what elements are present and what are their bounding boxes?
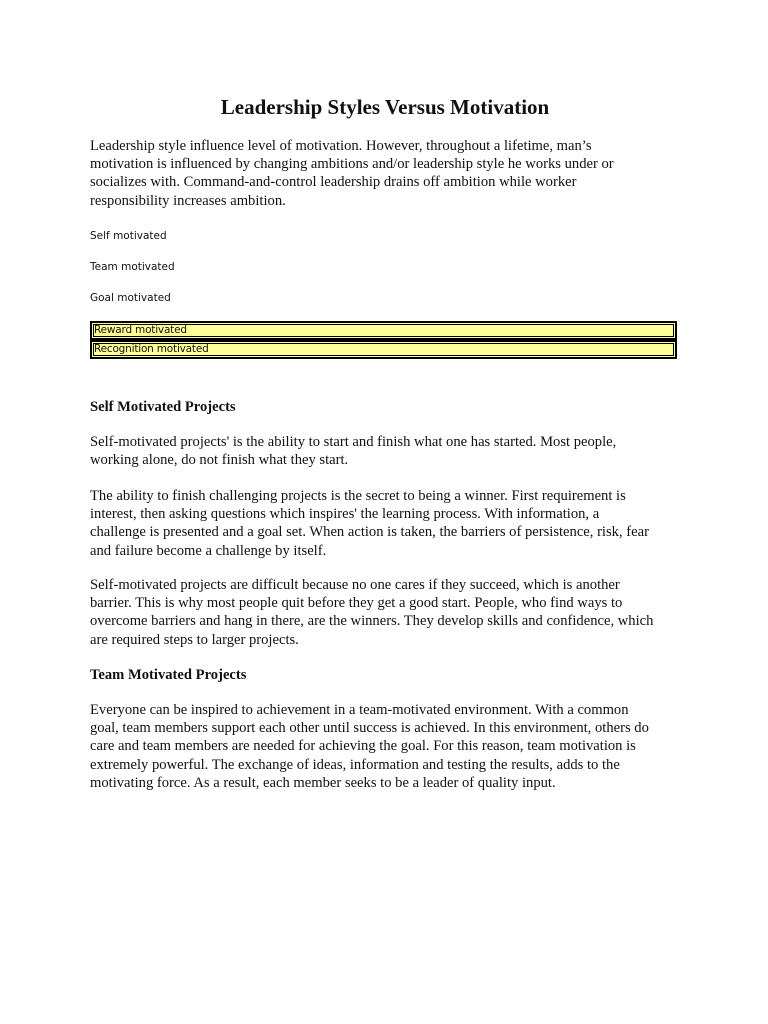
text-line: Leadership style influence level of motivation. However, throughout a lifetime, man’s [90,138,592,154]
text-line: The ability to finish challenging projects is the secret to being a winner. First requirement is [90,488,626,504]
section-heading-self: Self Motivated Projects [90,399,236,415]
text-line: interest, then asking questions which inspires' the learning process. With information, a [90,506,600,523]
highlight-row-reward [90,321,677,340]
text-line: overcome barriers and hang in there, are the winners. They develop skills and confidence, which [90,613,654,630]
label-goal-motivated: Goal motivated [90,292,171,304]
text-line: working alone, do not finish what they start. [90,452,349,469]
label-reward-motivated: Reward motivated [94,324,187,336]
label-recognition-motivated: Recognition motivated [94,343,209,355]
section-heading-team: Team Motivated Projects [90,667,247,683]
text-line: Everyone can be inspired to achievement in a team-motivated environment. With a common [90,702,629,718]
text-line: care and team members are needed for achieving the goal. For this reason, team motivation is [90,738,636,755]
text-line: challenge is presented and a goal set. When action is taken, the barriers of persistence, risk, fear [90,524,649,541]
label-self-motivated: Self motivated [90,230,167,242]
text-line: motivation is influenced by changing ambitions and/or leadership style he works under or [90,156,614,173]
document-title: Leadership Styles Versus Motivation [220,95,550,119]
intro-paragraph [90,137,680,210]
text-line: socializes with. Command-and-control leadership drains off ambition while worker [90,174,577,191]
text-line: are required steps to larger projects. [90,631,299,648]
team-paragraph-1 [90,701,680,792]
self-paragraph-2 [90,487,680,560]
text-line: goal, team members support each other until success is achieved. In this environment, others do [90,720,649,737]
highlight-row-recognition [90,340,677,359]
text-line: Self-motivated projects are difficult because no one cares if they succeed, which is another [90,577,620,593]
self-paragraph-1 [90,433,680,469]
label-team-motivated: Team motivated [90,261,175,273]
text-line: motivating force. As a result, each member seeks to be a leader of quality input. [90,774,556,791]
text-line: barrier. This is why most people quit before they get a good start. People, who find ways to [90,595,623,612]
self-paragraph-3 [90,576,680,649]
text-line: responsibility increases ambition. [90,192,286,209]
text-line: and failure become a challenge by itself. [90,542,327,559]
text-line: extremely powerful. The exchange of ideas, information and testing the results, adds to the [90,756,620,773]
text-line: Self-motivated projects' is the ability to start and finish what one has started. Most people, [90,434,617,450]
